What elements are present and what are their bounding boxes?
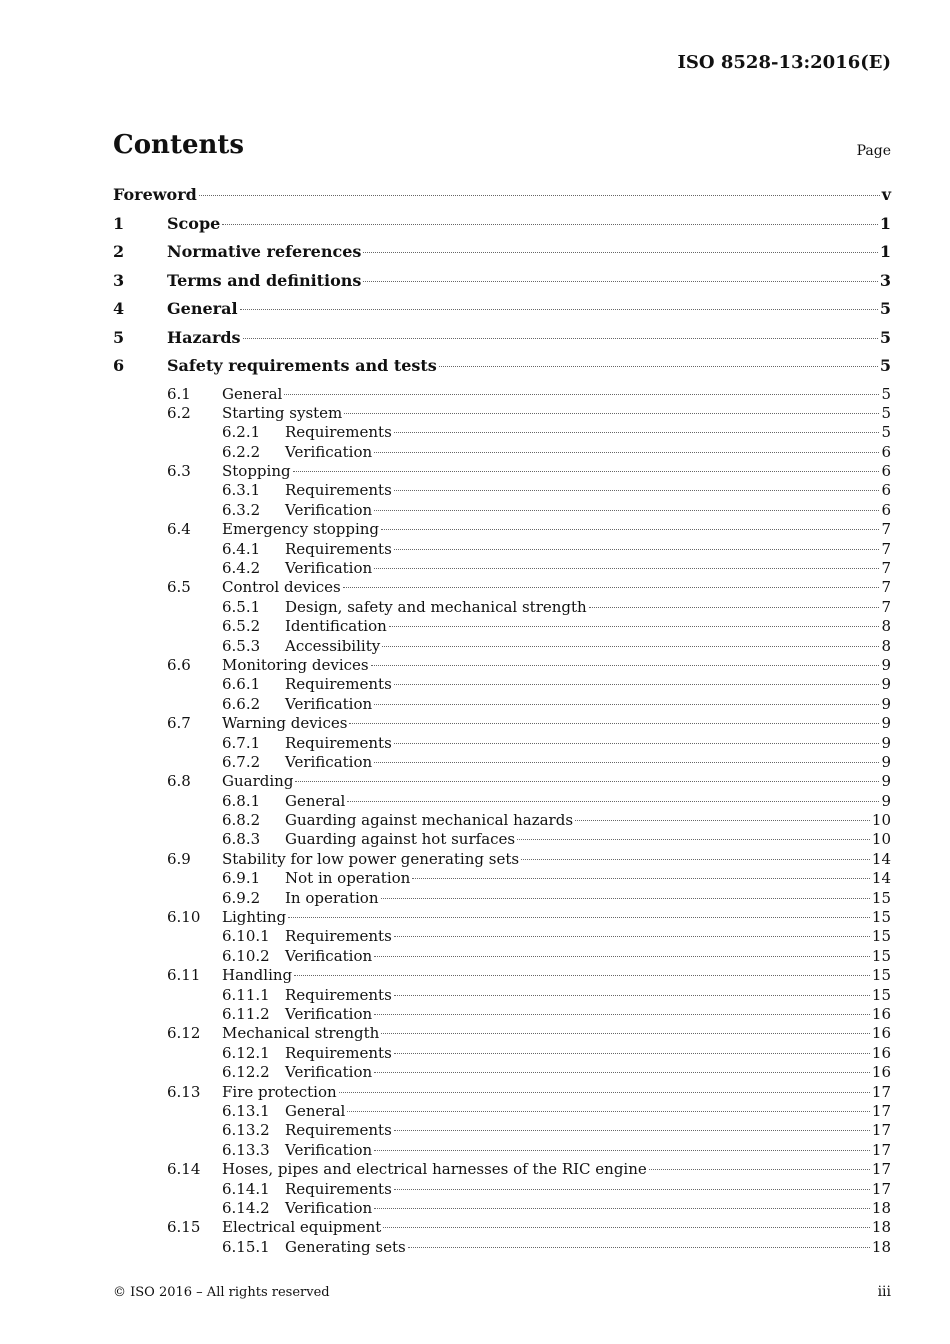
toc-entry-page: 6 [881, 442, 891, 461]
toc-entry-title: Normative references [167, 242, 362, 261]
toc-dot-leader [649, 1169, 870, 1170]
toc-dot-leader [371, 665, 880, 666]
toc-entry[interactable] [113, 423, 891, 442]
toc-entry-page: 5 [879, 299, 891, 318]
toc-dot-leader [394, 549, 880, 550]
toc-entry-page: 17 [871, 1101, 891, 1120]
toc-entry[interactable] [113, 443, 891, 462]
toc-entry-title: Requirements [285, 675, 392, 694]
toc-entry-page: 9 [881, 675, 891, 694]
toc-entry-page: 1 [879, 242, 891, 261]
toc-dot-leader [374, 1072, 870, 1073]
toc-dot-leader [408, 1247, 870, 1248]
toc-entry-title: Emergency stopping [222, 520, 380, 539]
toc-entry-title: Verification [285, 559, 373, 578]
toc-entry-number: 6.13 [167, 1082, 201, 1101]
toc-entry-title: Stability for low power generating sets [222, 849, 520, 868]
toc-entry[interactable] [113, 1199, 891, 1218]
toc-entry-number: 6.6 [167, 655, 191, 674]
toc-entry-number: 4 [113, 299, 125, 318]
toc-entry-page: 5 [879, 356, 891, 375]
toc-dot-leader [374, 452, 879, 453]
toc-entry[interactable] [113, 947, 891, 966]
toc-entry[interactable] [113, 889, 891, 908]
toc-entry-page: 3 [879, 270, 891, 290]
toc-entry-page: 17 [871, 1082, 891, 1101]
toc-entry-title: Guarding against hot surfaces [285, 830, 516, 849]
toc-entry-title: General [285, 791, 346, 810]
toc-entry-number: 6.9 [167, 849, 191, 868]
toc-entry-title: Hoses, pipes and electrical harnesses of the RIC engine [222, 1160, 647, 1179]
toc-dot-leader [381, 529, 879, 530]
toc-entry-number: 6.10.2 [222, 946, 270, 965]
toc-entry-number: 3 [113, 270, 125, 290]
toc-entry-page: 16 [871, 1024, 891, 1043]
toc-entry-number: 6.13.2 [222, 1121, 270, 1140]
toc-entry-page: 9 [881, 655, 891, 674]
toc-entry-title: Safety requirements and tests [167, 356, 437, 375]
toc-entry-number: 6.5.1 [222, 597, 261, 616]
toc-dot-leader [363, 281, 877, 282]
toc-entry[interactable] [113, 695, 891, 714]
toc-entry-title: Hazards [167, 327, 241, 347]
toc-dot-leader [374, 1150, 870, 1151]
toc-dot-leader [240, 309, 878, 310]
toc-entry-page: 9 [881, 752, 891, 771]
toc-entry-page: 9 [881, 772, 891, 791]
toc-dot-leader [394, 1189, 870, 1190]
toc-entry-title: Scope [167, 213, 221, 233]
toc-entry-title: Stopping [222, 462, 291, 481]
toc-dot-leader [222, 224, 878, 225]
toc-entry-title: Warning devices [222, 714, 348, 733]
toc-entry-page: 14 [871, 849, 891, 868]
toc-dot-leader [439, 366, 878, 367]
toc-entry-page: 15 [871, 888, 891, 907]
toc-entry[interactable] [113, 986, 891, 1005]
toc-entry-title: Verification [285, 1198, 373, 1217]
toc-entry-title: Not in operation [285, 869, 411, 888]
toc-entry[interactable] [113, 481, 891, 500]
toc-entry-title: Accessibility [285, 636, 381, 655]
toc-entry-title: Identification [285, 617, 387, 636]
toc-dot-leader [199, 195, 880, 196]
toc-dot-leader [295, 781, 879, 782]
toc-entry-title: Fire protection [222, 1082, 337, 1101]
toc-entry[interactable] [113, 185, 891, 214]
toc-entry-page: 16 [871, 1005, 891, 1023]
toc-dot-leader [394, 743, 880, 744]
toc-entry-number: 6.1 [167, 384, 191, 403]
toc-entry[interactable] [113, 869, 891, 888]
toc-entry-title: General [167, 299, 238, 318]
toc-entry-title: Electrical equipment [222, 1218, 382, 1237]
toc-entry-number: 6.6.1 [222, 675, 261, 694]
toc-dot-leader [343, 587, 880, 588]
toc-entry-number: 6.5.2 [222, 617, 261, 636]
toc-entry-page: 17 [871, 1121, 891, 1140]
toc-dot-leader [344, 413, 879, 414]
toc-entry-number: 6.11 [167, 966, 201, 985]
toc-entry-number: 6.13.3 [222, 1140, 270, 1159]
toc-entry-page: 6 [881, 481, 891, 500]
toc-entry-number: 6.7.1 [222, 733, 261, 752]
toc-entry-title: Requirements [285, 985, 392, 1004]
toc-entry[interactable] [113, 214, 891, 243]
toc-entry-title: Monitoring devices [222, 655, 369, 674]
toc-entry[interactable] [113, 578, 891, 597]
toc-entry-number: 6.12 [167, 1024, 201, 1043]
toc-entry[interactable] [113, 299, 891, 328]
toc-dot-leader [389, 626, 880, 627]
toc-dot-leader [394, 432, 880, 433]
toc-entry[interactable] [113, 617, 891, 636]
toc-entry-number: 6.7 [167, 714, 191, 733]
toc-entry-number: 6.4.1 [222, 539, 261, 558]
toc-entry[interactable] [113, 1218, 891, 1237]
toc-dot-leader [284, 394, 879, 395]
toc-entry-number: 6.15 [167, 1218, 201, 1237]
toc-entry[interactable] [113, 1044, 891, 1063]
toc-entry[interactable] [113, 792, 891, 811]
toc-dot-leader [381, 898, 870, 899]
toc-entry[interactable] [113, 772, 891, 791]
toc-dot-leader [339, 1092, 870, 1093]
toc-entry[interactable] [113, 1102, 891, 1121]
toc-dot-leader [374, 568, 879, 569]
toc-dot-leader [288, 917, 870, 918]
toc-entry-page: 18 [871, 1237, 891, 1256]
toc-dot-leader [374, 762, 879, 763]
toc-entry-number: 1 [113, 213, 125, 233]
toc-entry-title: Mechanical strength [222, 1024, 380, 1043]
toc-entry[interactable] [113, 1160, 891, 1179]
toc-dot-leader [382, 646, 879, 647]
toc-dot-leader [347, 801, 879, 802]
toc-entry-title: Verification [285, 1063, 373, 1082]
toc-entry-page: 6 [881, 500, 891, 519]
toc-entry-number: 6.9.2 [222, 888, 261, 907]
toc-entry-page: 15 [871, 985, 891, 1004]
toc-entry[interactable] [113, 462, 891, 481]
toc-dot-leader [347, 1111, 870, 1112]
toc-entry-number: 6.2.2 [222, 442, 261, 461]
toc-dot-leader [294, 975, 870, 976]
toc-dot-leader [374, 1014, 870, 1015]
toc-entry[interactable] [113, 356, 891, 385]
toc-entry[interactable] [113, 1121, 891, 1140]
toc-entry-title: Starting system [222, 403, 343, 422]
toc-entry-title: Verification [285, 442, 373, 461]
toc-entry-title: Verification [285, 1005, 373, 1023]
toc-entry-title: Requirements [285, 1179, 392, 1198]
toc-entry-title: Requirements [285, 1121, 392, 1140]
toc-entry[interactable] [113, 242, 891, 271]
toc-dot-leader [394, 1130, 870, 1131]
toc-entry-page: 10 [871, 830, 891, 849]
toc-entry[interactable] [113, 675, 891, 694]
table-of-contents [113, 185, 891, 1257]
toc-entry-page: 17 [871, 1160, 891, 1179]
toc-dot-leader [383, 1227, 870, 1228]
toc-entry-title: General [285, 1101, 346, 1120]
toc-entry-page: 17 [871, 1140, 891, 1159]
toc-entry-page: 17 [871, 1179, 891, 1198]
toc-entry-number: 6.3 [167, 462, 191, 481]
toc-entry[interactable] [113, 811, 891, 830]
toc-entry-number: 6.9.1 [222, 869, 261, 888]
toc-entry[interactable] [113, 385, 891, 404]
toc-entry[interactable] [113, 271, 891, 300]
toc-entry[interactable] [113, 559, 891, 578]
toc-entry-number: 6.14.2 [222, 1198, 270, 1217]
toc-entry[interactable] [113, 1083, 891, 1102]
toc-entry-number: 5 [113, 327, 125, 347]
toc-entry-title: Lighting [222, 908, 287, 927]
toc-entry-title: Verification [285, 1140, 373, 1159]
toc-entry-title: Verification [285, 694, 373, 713]
toc-entry-number: 6.5 [167, 578, 191, 597]
toc-entry-title: Verification [285, 500, 373, 519]
toc-entry-page: 5 [881, 423, 891, 442]
toc-entry-page: 7 [881, 520, 891, 539]
toc-entry-page: 5 [879, 327, 891, 347]
toc-entry[interactable] [113, 520, 891, 539]
toc-entry-number: 6.3.1 [222, 481, 261, 500]
toc-entry-page: 7 [881, 559, 891, 578]
toc-dot-leader [394, 684, 880, 685]
page-number: iii [877, 1284, 891, 1300]
toc-entry-number: 6.8.2 [222, 811, 261, 830]
toc-entry[interactable] [113, 1180, 891, 1199]
toc-entry[interactable] [113, 927, 891, 946]
toc-entry-number: 6.6.2 [222, 694, 261, 713]
toc-dot-leader [589, 607, 880, 608]
toc-entry[interactable] [113, 637, 891, 656]
contents-heading: Contents [113, 130, 245, 160]
toc-entry-title: Requirements [285, 733, 392, 752]
toc-entry[interactable] [113, 1063, 891, 1082]
toc-entry-number: 6.8 [167, 772, 191, 791]
toc-entry-number: 6.12.1 [222, 1043, 270, 1062]
toc-entry-page: 15 [871, 946, 891, 965]
toc-entry-title: Requirements [285, 1043, 392, 1062]
toc-entry-number: 6.12.2 [222, 1063, 270, 1082]
toc-dot-leader [394, 1053, 870, 1054]
toc-entry-number: 6.11.2 [222, 1005, 270, 1023]
toc-entry-number: 6.13.1 [222, 1101, 270, 1120]
toc-entry-number: 6.3.2 [222, 500, 261, 519]
toc-dot-leader [521, 859, 870, 860]
toc-entry-page: 9 [881, 714, 891, 733]
toc-entry[interactable] [113, 404, 891, 423]
toc-entry-title: Guarding [222, 772, 294, 791]
toc-entry-number: 6.4 [167, 520, 191, 539]
toc-entry-page: 1 [879, 213, 891, 233]
toc-entry-number: 6.2.1 [222, 423, 261, 442]
toc-entry[interactable] [113, 1141, 891, 1160]
toc-entry-number: 6.8.1 [222, 791, 261, 810]
toc-dot-leader [374, 510, 879, 511]
toc-dot-leader [363, 252, 877, 253]
toc-entry-page: 16 [871, 1063, 891, 1082]
toc-dot-leader [575, 820, 870, 821]
toc-dot-leader [412, 878, 870, 879]
toc-entry-number: 6.2 [167, 403, 191, 422]
toc-dot-leader [293, 471, 880, 472]
toc-dot-leader [381, 1033, 870, 1034]
toc-entry-number: 6.11.1 [222, 985, 270, 1004]
toc-entry-page: 15 [871, 908, 891, 927]
toc-entry-title: Guarding against mechanical hazards [285, 811, 574, 830]
toc-entry-title: Requirements [285, 481, 392, 500]
toc-entry[interactable] [113, 966, 891, 985]
toc-dot-leader [374, 1208, 870, 1209]
toc-entry-title: Design, safety and mechanical strength [285, 597, 587, 616]
copyright-notice: © ISO 2016 – All rights reserved [113, 1285, 330, 1300]
toc-entry-page: 18 [871, 1198, 891, 1217]
toc-entry-number: 6.10.1 [222, 927, 270, 946]
toc-entry[interactable] [113, 1238, 891, 1257]
toc-entry[interactable] [113, 850, 891, 869]
toc-entry[interactable] [113, 540, 891, 559]
toc-dot-leader [394, 995, 870, 996]
toc-entry-page: 7 [881, 578, 891, 597]
toc-dot-leader [374, 704, 879, 705]
page-column-label: Page [856, 143, 891, 159]
toc-dot-leader [394, 936, 870, 937]
toc-entry-number: 6.4.2 [222, 559, 261, 578]
toc-entry[interactable] [113, 501, 891, 520]
toc-entry[interactable] [113, 1024, 891, 1043]
toc-entry-number: 6.5.3 [222, 636, 261, 655]
toc-entry-title: General [222, 384, 283, 403]
toc-entry-page: 9 [881, 694, 891, 713]
toc-entry[interactable] [113, 830, 891, 849]
toc-entry-title: Verification [285, 946, 373, 965]
toc-dot-leader [374, 956, 870, 957]
toc-entry-number: 6.15.1 [222, 1237, 270, 1256]
toc-entry-title: Handling [222, 966, 293, 985]
toc-entry-page: 18 [871, 1218, 891, 1237]
toc-dot-leader [517, 839, 870, 840]
toc-entry-number: 6.14.1 [222, 1179, 270, 1198]
toc-entry[interactable] [113, 328, 891, 357]
toc-entry-page: 8 [881, 636, 891, 655]
toc-entry[interactable] [113, 714, 891, 733]
document-id: ISO 8528-13:2016(E) [677, 52, 891, 73]
toc-entry-title: Foreword [113, 185, 197, 204]
toc-entry[interactable] [113, 753, 891, 772]
toc-entry-page: 14 [871, 869, 891, 888]
toc-entry-number: 2 [113, 242, 125, 261]
toc-dot-leader [394, 490, 880, 491]
toc-entry-title: Requirements [285, 423, 392, 442]
toc-entry-title: Generating sets [285, 1237, 406, 1256]
toc-entry-page: 9 [881, 791, 891, 810]
toc-entry-number: 6 [113, 356, 125, 375]
toc-entry-page: 5 [881, 384, 891, 403]
toc-entry-page: 16 [871, 1043, 891, 1062]
toc-entry-title: Control devices [222, 578, 341, 597]
toc-entry-title: Terms and definitions [167, 270, 362, 290]
toc-dot-leader [349, 723, 879, 724]
toc-entry[interactable] [113, 656, 891, 675]
toc-entry-title: Requirements [285, 539, 392, 558]
toc-entry-page: 7 [881, 597, 891, 616]
toc-entry-number: 6.14 [167, 1160, 201, 1179]
toc-entry-title: In operation [285, 888, 379, 907]
toc-entry-page: 7 [881, 539, 891, 558]
toc-entry-page: v [881, 185, 891, 204]
toc-entry[interactable] [113, 734, 891, 753]
toc-entry-page: 8 [881, 617, 891, 636]
toc-entry-page: 9 [881, 733, 891, 752]
toc-entry-page: 6 [881, 462, 891, 481]
toc-entry-number: 6.8.3 [222, 830, 261, 849]
toc-entry-page: 15 [871, 966, 891, 985]
toc-entry[interactable] [113, 598, 891, 617]
toc-entry-title: Requirements [285, 927, 392, 946]
toc-entry-page: 5 [881, 403, 891, 422]
toc-entry-number: 6.10 [167, 908, 201, 927]
toc-entry[interactable] [113, 1005, 891, 1024]
toc-entry-title: Verification [285, 752, 373, 771]
toc-dot-leader [243, 338, 878, 339]
toc-entry-page: 15 [871, 927, 891, 946]
toc-entry[interactable] [113, 908, 891, 927]
toc-entry-page: 10 [871, 811, 891, 830]
toc-entry-number: 6.7.2 [222, 752, 261, 771]
